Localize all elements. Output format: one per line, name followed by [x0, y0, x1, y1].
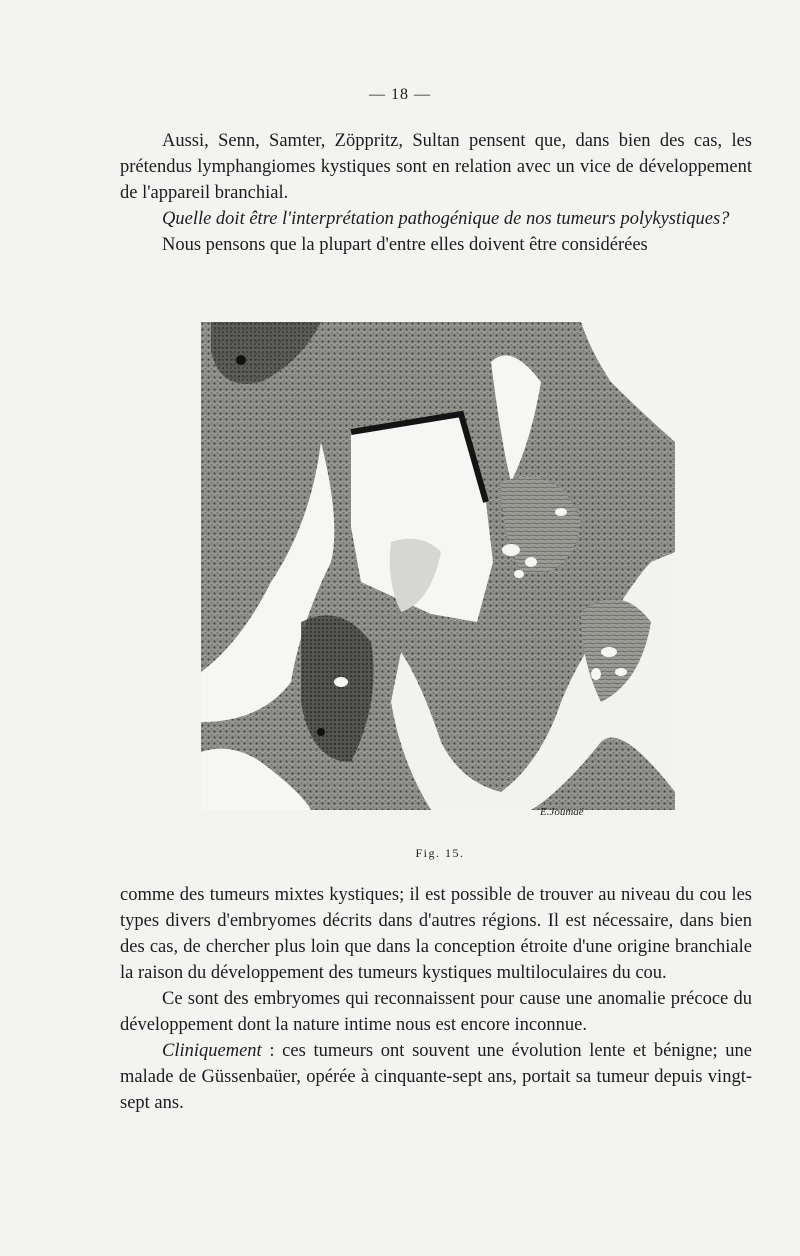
paragraph-tumor-types: comme des tumeurs mixtes kystiques; il est possible de trouver au niveau du cou les types divers d'embryomes décrits dans d'autres régions. Il est nécessaire, dans bien des cas, de chercher plus loin que dans la conception étroite d'une origine branchiale la raison du développement des tumeurs kystiques multiloculaires du cou.: [120, 885, 752, 983]
vesicle: [591, 668, 601, 680]
clinical-lead: Cliniquement: [162, 1041, 262, 1061]
illustrator-signature: E.Joumaé: [540, 806, 584, 818]
paragraph-embryomes: Ce sont des embryomes qui reconnaissent pour cause une anomalie précoce du développement dont la nature intime nous est encore inconnue.: [120, 989, 752, 1035]
dark-nucleus: [317, 728, 325, 736]
clinical-text: : ces tumeurs ont souvent une évolution lente et bénigne; une malade de Güssenbaüer, opérée à cinquante-sept ans, portait sa tumeur depuis vingt-sept ans.: [120, 1041, 752, 1113]
text-block-top: [120, 128, 752, 258]
text-block-bottom: [120, 882, 752, 1116]
vesicle: [525, 557, 537, 567]
paragraph-opinion: Nous pensons que la plupart d'entre elles doivent être considérées: [162, 235, 648, 255]
histology-figure: [201, 322, 675, 810]
vesicle: [601, 647, 617, 657]
paragraph-clinical: [120, 1038, 752, 1116]
vesicle: [615, 668, 627, 676]
vesicle: [502, 544, 520, 556]
paragraph-authors: Aussi, Senn, Samter, Zöppritz, Sultan pensent que, dans bien des cas, les prétendus lymphangiomes kystiques sont en relation avec un vice de développement de l'appareil branchial.: [120, 131, 752, 203]
vesicle: [555, 508, 567, 516]
figure-caption: Fig. 15.: [415, 846, 465, 860]
paragraph-question: Quelle doit être l'interprétation pathogénique de nos tumeurs polykystiques?: [162, 209, 730, 229]
dark-nucleus: [236, 355, 246, 365]
vesicle: [334, 677, 348, 687]
vesicle: [514, 570, 524, 578]
page-number: — 18 —: [369, 86, 431, 103]
histology-illustration: [201, 322, 675, 810]
